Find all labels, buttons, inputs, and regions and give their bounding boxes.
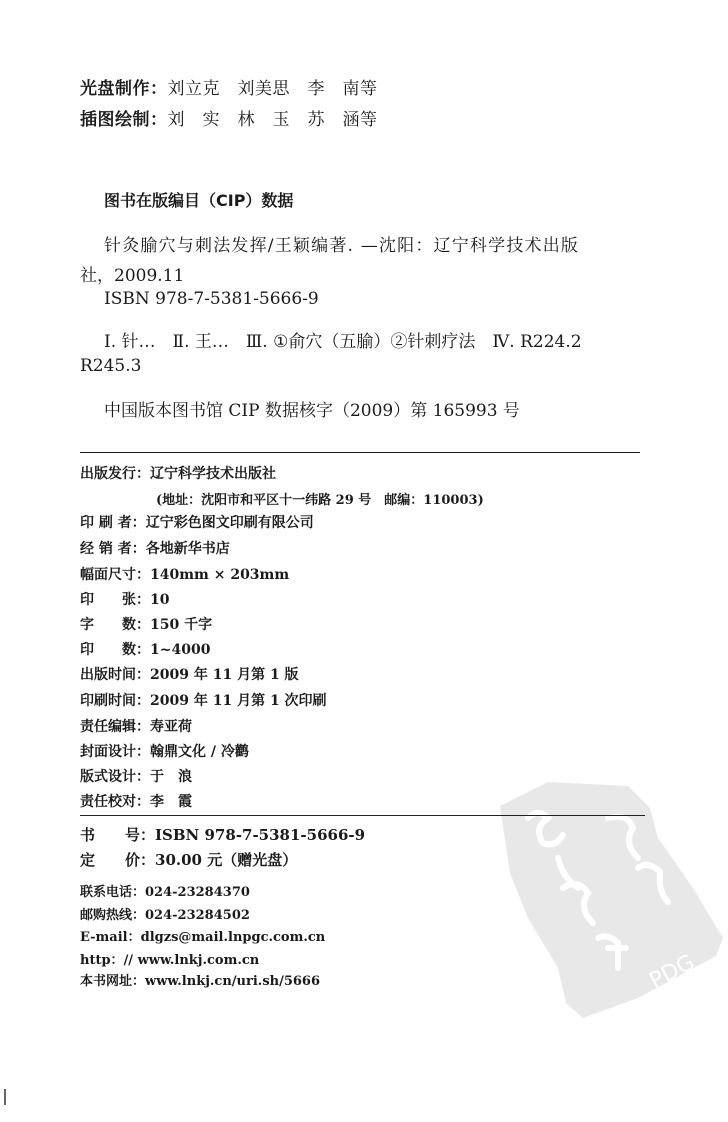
info-cover-design xyxy=(80,741,249,761)
info-sheets xyxy=(80,589,169,609)
info-value: 辽宁科学技术出版社 xyxy=(150,466,276,482)
info-value: 寿亚荷 xyxy=(150,719,192,735)
contact-label: http： xyxy=(80,953,124,968)
info-layout-design xyxy=(80,766,192,786)
credit-value: 刘立克 刘美思 李 南等 xyxy=(167,79,378,99)
info-value: 150 千字 xyxy=(150,617,213,633)
contact-label: E-mail： xyxy=(80,930,141,945)
divider-bottom xyxy=(80,815,645,816)
credit-value: 刘 实 林 玉 苏 涵等 xyxy=(167,110,378,130)
info-value: 翰鼎文化 / 冷鹳 xyxy=(150,744,249,760)
info-value: 辽宁彩色图文印刷有限公司 xyxy=(145,515,314,531)
cip-record-number: 中国版本图书馆 CIP 数据核字（2009）第 165993 号 xyxy=(104,401,520,421)
info-value: 于 浪 xyxy=(150,769,192,785)
contact-value: www.lnkj.cn/uri.sh/5666 xyxy=(145,974,321,989)
contact-label: 本书网址： xyxy=(80,974,146,989)
contact-label: 联系电话： xyxy=(80,885,146,900)
info-format-size xyxy=(80,564,289,584)
info-label: 封面设计： xyxy=(80,744,150,760)
info-label: 幅面尺寸： xyxy=(80,567,150,583)
info-value: 1~4000 xyxy=(150,642,211,658)
info-editor xyxy=(80,716,192,736)
info-label: 责任校对： xyxy=(80,794,150,810)
info-distributor xyxy=(80,538,230,558)
credit-cd-production xyxy=(80,74,378,99)
info-value: (地址：沈阳市和平区十一纬路 29 号 邮编：110003) xyxy=(156,493,484,508)
info-label: 出版时间： xyxy=(80,667,150,683)
cip-line-1: 针灸腧穴与刺法发挥/王颖编著. —沈阳：辽宁科学技术出版 xyxy=(104,236,580,256)
contact-value: 024-23284502 xyxy=(145,908,250,923)
info-value: 140mm × 203mm xyxy=(150,567,290,583)
info-publisher xyxy=(80,463,276,483)
cip-title: 图书在版编目（CIP）数据 xyxy=(104,191,294,210)
info-value: 10 xyxy=(150,592,170,608)
contact-mail-order xyxy=(80,904,250,923)
contact-book-url xyxy=(80,970,320,989)
info-label: 定 价： xyxy=(80,851,156,869)
info-isbn xyxy=(80,824,365,845)
info-address xyxy=(156,489,484,508)
info-value: ISBN 978-7-5381-5666-9 xyxy=(155,826,366,844)
info-label: 书 号： xyxy=(80,826,156,844)
info-label: 责任编辑： xyxy=(80,719,150,735)
info-print-run xyxy=(80,639,210,659)
info-label: 出版发行： xyxy=(80,466,150,482)
contact-value: dlgzs@mail.lnpgc.com.cn xyxy=(140,930,326,945)
info-value: 2009 年 11 月第 1 版 xyxy=(150,667,299,683)
pdg-seal-watermark-icon xyxy=(488,778,728,1018)
info-printer xyxy=(80,512,314,532)
scan-margin-mark xyxy=(4,1089,6,1105)
info-label: 字 数： xyxy=(80,617,150,633)
info-label: 印 刷 者： xyxy=(80,515,146,531)
info-value: 30.00 元（赠光盘） xyxy=(155,851,298,869)
info-print-date xyxy=(80,690,327,710)
credit-label: 光盘制作： xyxy=(80,79,168,99)
info-label: 版式设计： xyxy=(80,769,150,785)
info-value: 各地新华书店 xyxy=(145,541,230,557)
info-price xyxy=(80,849,297,870)
contact-value: // www.lnkj.com.cn xyxy=(123,953,260,968)
info-label: 印刷时间： xyxy=(80,693,150,709)
info-label: 印 数： xyxy=(80,642,150,658)
svg-text:PDG: PDG xyxy=(645,949,700,995)
credit-label: 插图绘制： xyxy=(80,110,168,130)
info-publish-date xyxy=(80,664,299,684)
info-proofreader xyxy=(80,791,192,811)
cip-line-2: 社，2009.11 xyxy=(80,266,185,286)
contact-website xyxy=(80,949,259,968)
credit-illustration xyxy=(80,105,378,130)
cip-isbn: ISBN 978-7-5381-5666-9 xyxy=(104,289,319,309)
info-value: 2009 年 11 月第 1 次印刷 xyxy=(150,693,327,709)
info-word-count xyxy=(80,614,212,634)
contact-phone xyxy=(80,881,250,900)
cip-subjects-1: Ⅰ. 针… Ⅱ. 王… Ⅲ. ①俞穴（五腧）②针刺疗法 Ⅳ. R224.2 xyxy=(104,332,582,352)
contact-email xyxy=(80,926,325,945)
contact-value: 024-23284370 xyxy=(145,885,250,900)
info-label: 经 销 者： xyxy=(80,541,146,557)
cip-subjects-2: R245.3 xyxy=(80,356,142,376)
info-label: 印 张： xyxy=(80,592,150,608)
contact-label: 邮购热线： xyxy=(80,908,146,923)
divider-top xyxy=(80,452,640,453)
info-value: 李 霞 xyxy=(150,794,192,810)
